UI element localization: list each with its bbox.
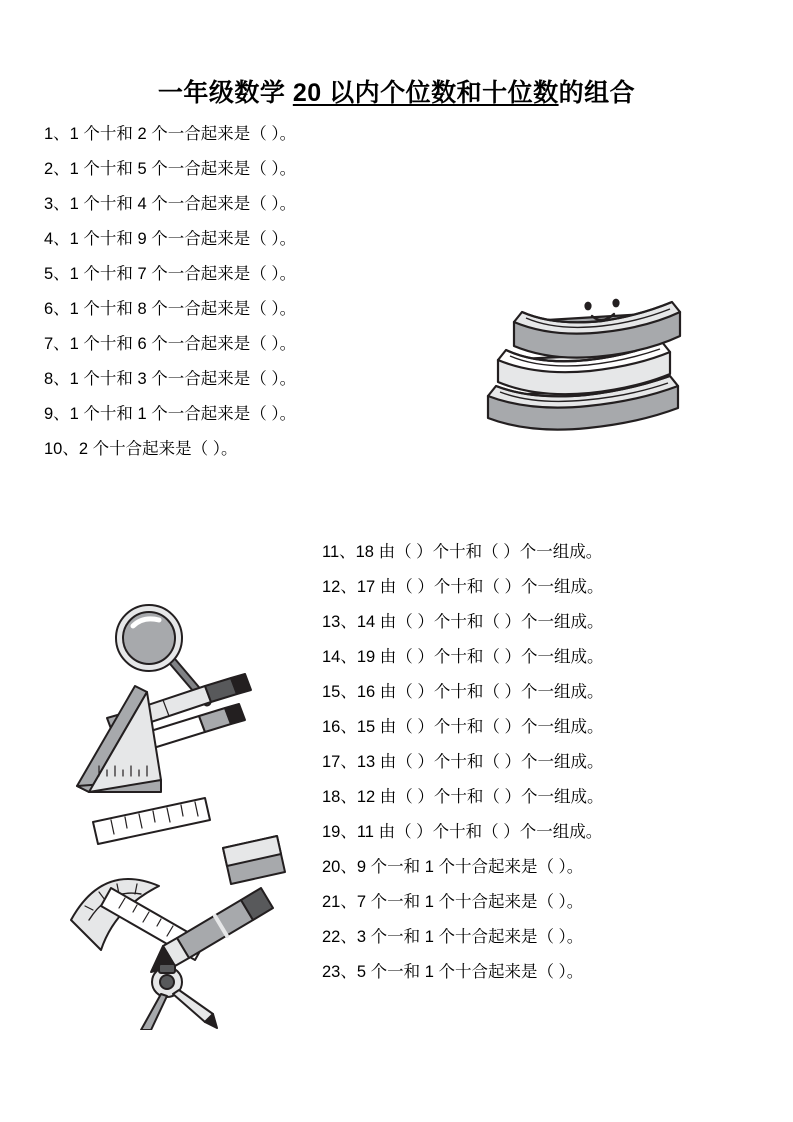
question-item: 7、1 个十和 6 个一合起来是（ ）。: [44, 335, 297, 353]
question-item: 1、1 个十和 2 个一合起来是（ ）。: [44, 125, 297, 143]
question-list-bottom: [322, 535, 772, 990]
question-item: 15、16 由（ ）个十和（ ）个一组成。: [322, 683, 604, 701]
title-before: 一年级数学: [157, 78, 293, 107]
question-item: 18、12 由（ ）个十和（ ）个一组成。: [322, 788, 604, 806]
question-item: 9、1 个十和 1 个一合起来是（ ）。: [44, 405, 297, 423]
question-item: 6、1 个十和 8 个一合起来是（ ）。: [44, 300, 297, 318]
question-item: 5、1 个十和 7 个一合起来是（ ）。: [44, 265, 297, 283]
question-item: 21、7 个一和 1 个十合起来是（ ）。: [322, 893, 584, 911]
question-item: 19、11 由（ ）个十和（ ）个一组成。: [322, 823, 603, 841]
question-list-top: [44, 117, 464, 467]
question-item: 12、17 由（ ）个十和（ ）个一组成。: [322, 578, 604, 596]
question-item: 8、1 个十和 3 个一合起来是（ ）。: [44, 370, 297, 388]
question-item: 14、19 由（ ）个十和（ ）个一组成。: [322, 648, 604, 666]
title-underlined: 20 以内个位数和十位数: [292, 78, 559, 107]
question-item: 3、1 个十和 4 个一合起来是（ ）。: [44, 195, 297, 213]
question-item: 13、14 由（ ）个十和（ ）个一组成。: [322, 613, 604, 631]
question-item: 4、1 个十和 9 个一合起来是（ ）。: [44, 230, 297, 248]
title-after: 的组合: [558, 78, 636, 107]
question-item: 10、2 个十合起来是（ ）。: [44, 440, 238, 458]
question-item: 22、3 个一和 1 个十合起来是（ ）。: [322, 928, 584, 946]
question-item: 20、9 个一和 1 个十合起来是（ ）。: [322, 858, 584, 876]
question-item: 16、15 由（ ）个十和（ ）个一组成。: [322, 718, 604, 736]
question-item: 11、18 由（ ）个十和（ ）个一组成。: [322, 543, 603, 561]
books-illustration: [470, 268, 700, 448]
question-item: 2、1 个十和 5 个一合起来是（ ）。: [44, 160, 297, 178]
stationery-illustration: [55, 590, 325, 1030]
question-item: 23、5 个一和 1 个十合起来是（ ）。: [322, 963, 584, 981]
question-item: 17、13 由（ ）个十和（ ）个一组成。: [322, 753, 604, 771]
page-title: [0, 73, 793, 109]
